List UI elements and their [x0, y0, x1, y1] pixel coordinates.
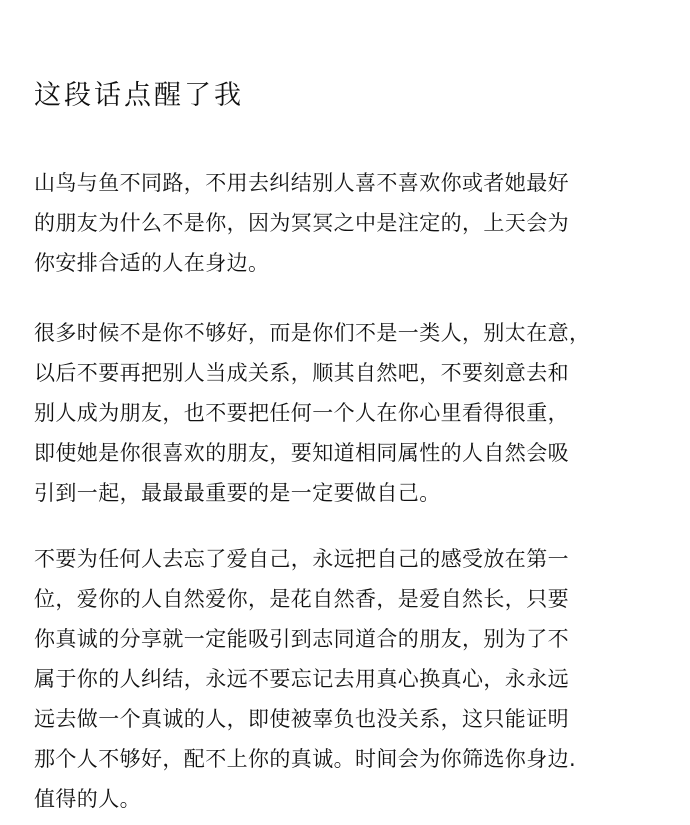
paragraph-line: 你真诚的分享就一定能吸引到志同道合的朋友，别为了不 [34, 627, 569, 651]
paragraph-line: 的朋友为什么不是你，因为冥冥之中是注定的，上天会为 [34, 211, 569, 235]
paragraph-line: 那个人不够好，配不上你的真诚。时间会为你筛选你身边. [34, 747, 577, 771]
paragraph-1 [34, 163, 662, 283]
paragraph-line: 即使她是你很喜欢的朋友，要知道相同属性的人自然会吸 [34, 441, 569, 465]
paragraph-line: 值得的人。 [34, 787, 141, 811]
paragraph-line: 不要为任何人去忘了爱自己，永远把自己的感受放在第一 [34, 547, 569, 571]
paragraph-line: 位，爱你的人自然爱你，是花自然香，是爱自然长，只要 [34, 587, 569, 611]
paragraph-line: 远去做一个真诚的人，即使被辜负也没关系，这只能证明 [34, 707, 569, 731]
paragraph-line: 属于你的人纠结，永远不要忘记去用真心换真心，永永远 [34, 667, 569, 691]
paragraph-line: 以后不要再把别人当成关系，顺其自然吧，不要刻意去和 [34, 361, 569, 385]
paragraph-3 [34, 539, 662, 819]
paragraph-line: 很多时候不是你不够好，而是你们不是一类人，别太在意， [34, 321, 591, 345]
paragraph-line: 别人成为朋友，也不要把任何一个人在你心里看得很重， [34, 401, 569, 425]
document-title: 这段话点醒了我 [34, 80, 244, 111]
paragraph-line: 你安排合适的人在身边。 [34, 251, 270, 275]
paragraph-2 [34, 313, 662, 513]
paragraph-line: 山鸟与鱼不同路，不用去纠结别人喜不喜欢你或者她最好 [34, 171, 569, 195]
paragraph-line: 引到一起，最最最重要的是一定要做自己。 [34, 481, 441, 505]
